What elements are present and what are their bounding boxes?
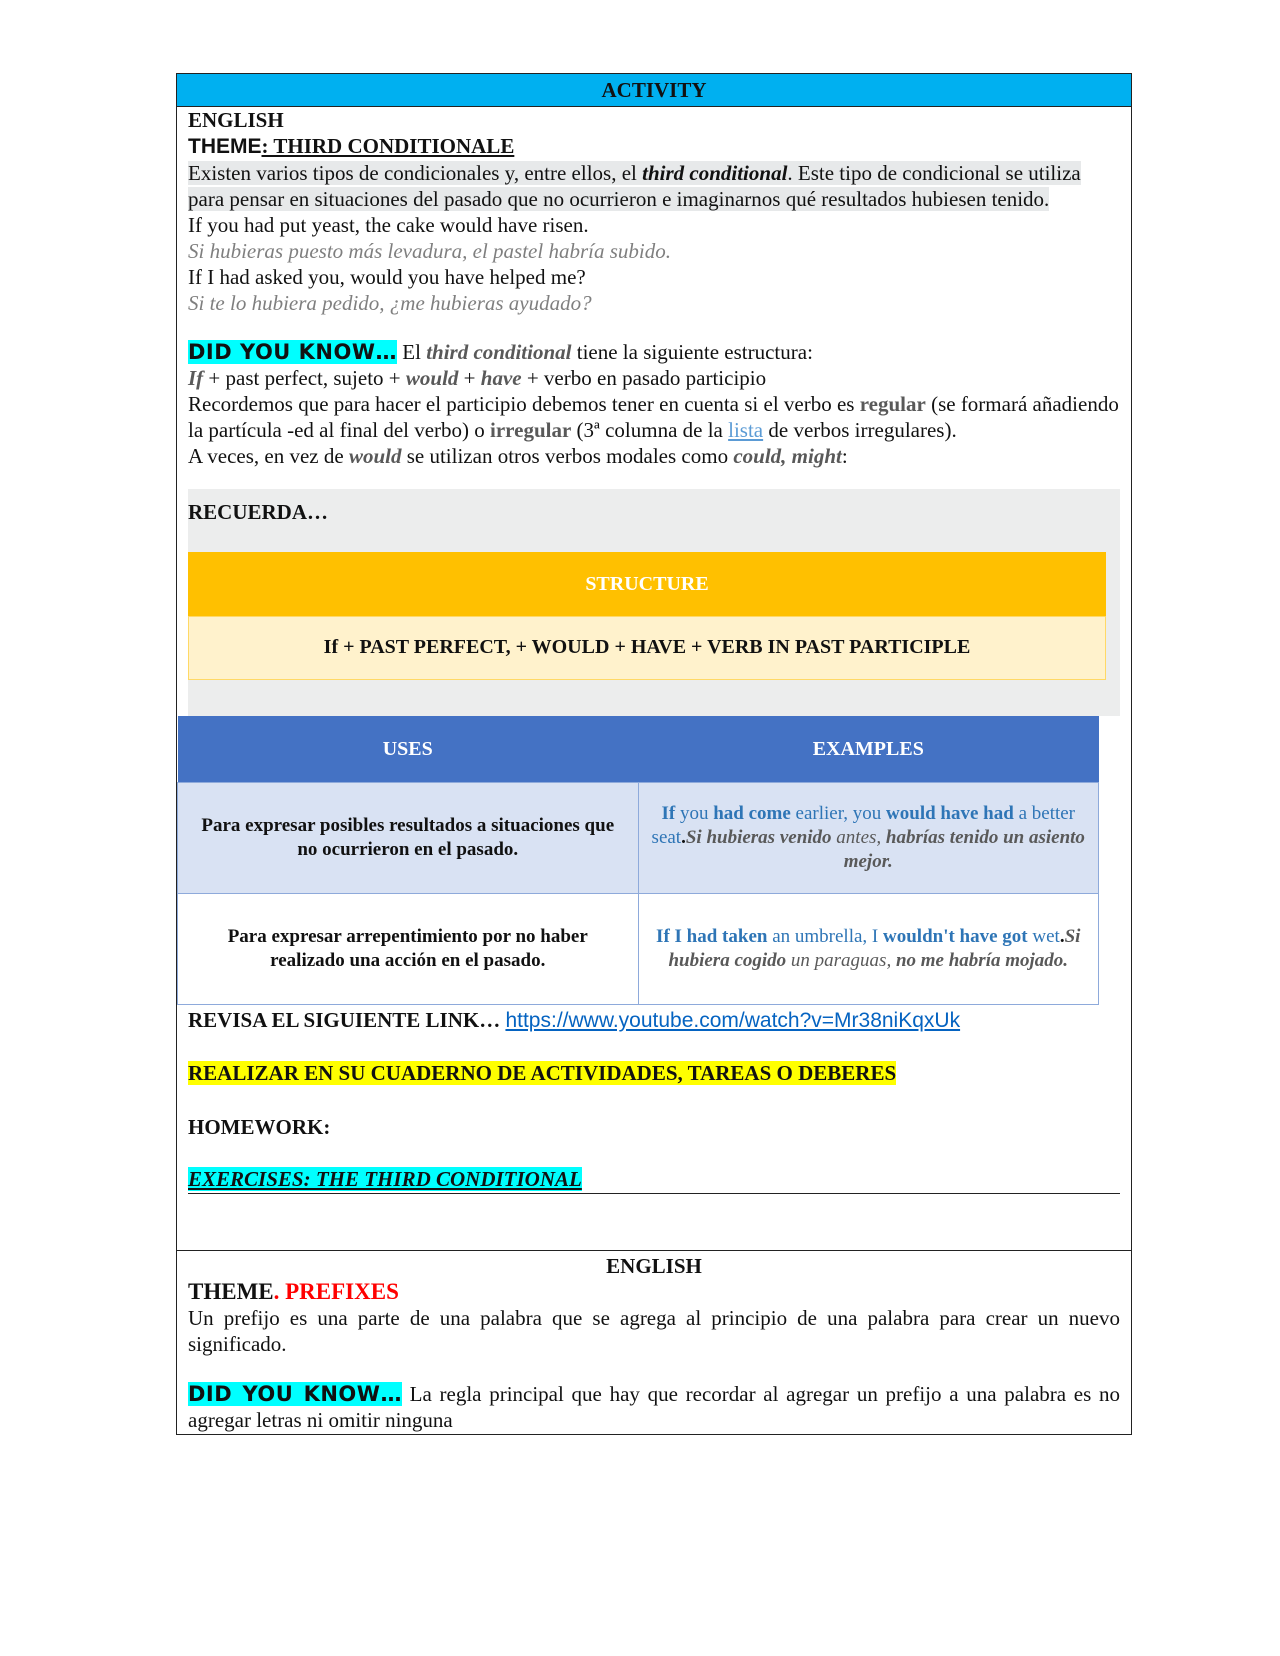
example2-en: If I had asked you, would you have helped me? (188, 265, 586, 289)
participle-paragraph: Recordemos que para hacer el participio debemos tener en cuenta si el verbo es regular (se formará añadiendo la partícula -ed al final del verbo) o irregular (3ª columna de la lista de verbos irregulares). (188, 392, 1119, 442)
theme-line (188, 133, 1120, 160)
youtube-link[interactable]: https://www.youtube.com/watch?v=Mr38niKqxUk (505, 1009, 961, 1032)
table-row (178, 894, 1099, 1005)
did-you-know-line: DID YOU KNOW… La regla principal que hay que recordar al agregar un prefijo a una palabra es no agregar letras ni omitir ninguna (188, 1382, 1120, 1432)
activity-header: ACTIVITY (177, 74, 1131, 107)
structure-line: If + past perfect, sujeto + would + have + verbo en pasado participio (188, 366, 767, 390)
table-row (178, 783, 1099, 894)
did-you-know-label: DID YOU KNOW… (188, 340, 398, 364)
structure-header: STRUCTURE (188, 552, 1106, 616)
prefix-definition: Un prefijo es una parte de una palabra que se agrega al principio de una palabra para crear un nuevo significado. (188, 1306, 1120, 1356)
theme-label: THEME (188, 1279, 274, 1304)
structure-box (188, 552, 1120, 716)
subject-title: ENGLISH (606, 1254, 702, 1278)
revisa-label: REVISA EL SIGUIENTE LINK… (188, 1008, 506, 1032)
irregular-verbs-link[interactable]: lista (728, 418, 764, 442)
activity-section (176, 73, 1132, 1251)
subject-title: ENGLISH (188, 108, 284, 132)
modal-paragraph: A veces, en vez de would se utilizan otros verbos modales como could, might: (188, 444, 848, 468)
recuerda-box: RECUERDA… (188, 489, 1120, 564)
revisa-line (188, 1007, 1120, 1034)
theme-value: : THIRD CONDITIONALE (261, 134, 515, 158)
uses-examples-table (177, 716, 1099, 1005)
examples-header: EXAMPLES (638, 716, 1099, 783)
activity-body (177, 107, 1131, 1194)
example1-es: Si hubieras puesto más levadura, el pastel habría subido. (188, 239, 671, 263)
document-page (176, 73, 1132, 1435)
use-cell: Para expresar posibles resultados a situaciones que no ocurrieron en el pasado. (178, 783, 639, 894)
did-you-know-line: DID YOU KNOW… El third conditional tiene la siguiente estructura: (188, 340, 813, 364)
theme-label: THEME (188, 135, 262, 158)
intro-paragraph: Existen varios tipos de condicionales y, entre ellos, el third conditional. Este tipo de condicional se utiliza para pensar en situaciones del pasado que no ocurrieron e imaginarnos qué resultados hubiesen tenido. (188, 161, 1081, 211)
homework-label: HOMEWORK: (188, 1115, 331, 1139)
use-cell: Para expresar arrepentimiento por no haber realizado una acción en el pasado. (178, 894, 639, 1005)
realizar-instruction: REALIZAR EN SU CUADERNO DE ACTIVIDADES, TAREAS O DEBERES (188, 1061, 897, 1085)
structure-formula: If + PAST PERFECT, + WOULD + HAVE + VERB IN PAST PARTICIPLE (188, 616, 1106, 680)
example1-en: If you had put yeast, the cake would have risen. (188, 213, 589, 237)
example-cell: If you had come earlier, you would have had a better seat.Si hubieras venido antes, habrías tenido un asiento mejor. (638, 783, 1099, 894)
exercises-link[interactable]: EXERCISES: THE THIRD CONDITIONAL (188, 1167, 582, 1191)
theme-line: THEME. PREFIXES (188, 1279, 399, 1304)
prefixes-section (176, 1251, 1132, 1435)
example2-es: Si te lo hubiera pedido, ¿me hubieras ayudado? (188, 291, 592, 315)
example-cell: If I had taken an umbrella, I wouldn't have got wet.Si hubiera cogido un paraguas, no me habría mojado. (638, 894, 1099, 1005)
did-you-know-label: DID YOU KNOW… (188, 1382, 402, 1406)
theme-value: PREFIXES (279, 1279, 399, 1304)
recuerda-label: RECUERDA (188, 500, 308, 524)
uses-header: USES (178, 716, 639, 783)
